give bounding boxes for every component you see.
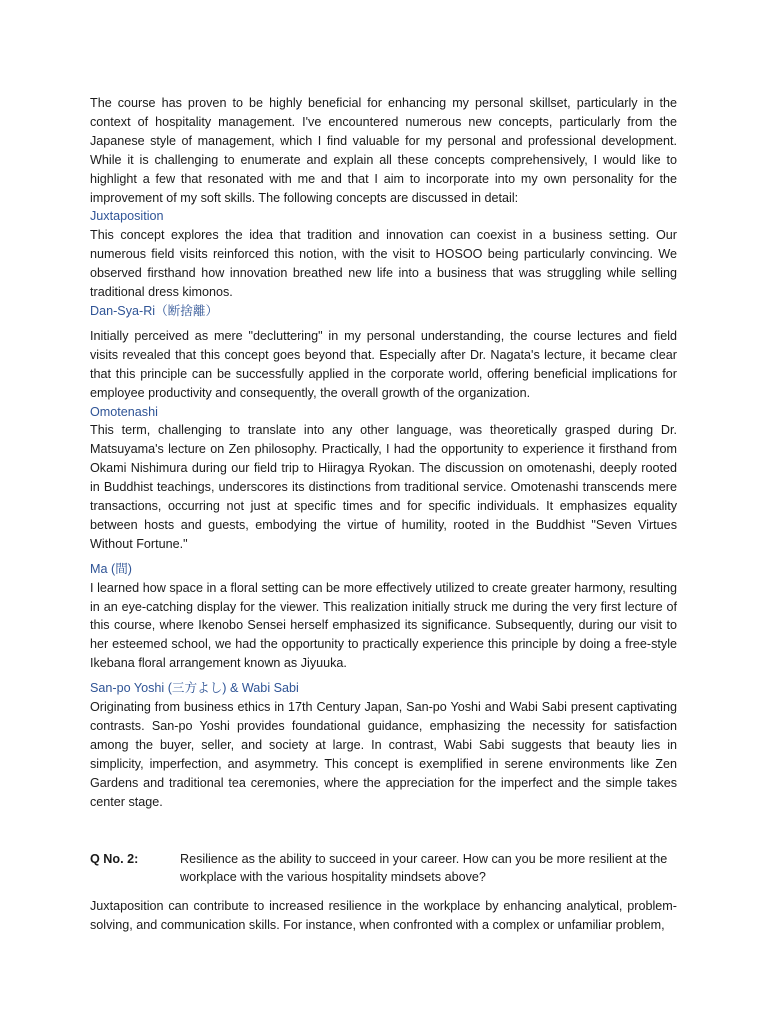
heading-san-po-yoshi: San-po Yoshi (三方よし) & Wabi Sabi xyxy=(90,681,299,696)
intro-paragraph: The course has proven to be highly beneficial for enhancing my personal skillset, particularly in the context of hospitality management. I've encountered numerous new concepts, particularly from the Japanese style of management, which I find valuable for my personal and professional development. While it is challenging to enumerate and explain all these concepts comprehensively, I would like to highlight a few that resonated with me and that I aim to incorporate into my own personality for the improvement of my soft skills. The following concepts are discussed in detail: xyxy=(90,96,677,205)
paragraph-dan-sya-ri: Initially perceived as mere "decluttering" in my personal understanding, the course lectures and field visits revealed that this concept goes beyond that. Especially after Dr. Nagata's lecture, it became clear that this principle can be successfully applied in the corporate world, offering beneficial implications for employee productivity and consequently, the overall growth of the organization. xyxy=(90,328,677,400)
question-text: Resilience as the ability to succeed in your career. How can you be more resilient at the workplace with the various hospitality mindsets above? xyxy=(180,851,668,885)
paragraph-ma: I learned how space in a floral setting can be more effectively utilized to create greater harmony, resulting in an eye-catching display for the viewer. This realization initially struck me during the very first lecture of this course, where Ikenobo Sensei herself emphasized its significance. Subsequently, during our visit to her esteemed school, we had the opportunity to practically experience this principle by doing a free-style Ikebana floral arrangement known as Jiyuuka. xyxy=(90,580,677,671)
answer-paragraph: Juxtaposition can contribute to increased resilience in the workplace by enhancing analytical, problem-solving, and communication skills. For instance, when confronted with a complex or unfamiliar problem, xyxy=(90,899,677,933)
question-label: Q No. 2: xyxy=(90,851,139,866)
heading-juxtaposition: Juxtaposition xyxy=(90,209,164,224)
spacer xyxy=(90,812,677,850)
document-page xyxy=(90,94,677,935)
paragraph-juxtaposition: This concept explores the idea that tradition and innovation can coexist in a business setting. Our numerous field visits reinforced this notion, with the visit to HOSOO being particularly convincing. We observed firsthand how innovation breathed new life into a business that was struggling while selling traditional dress kimonos. xyxy=(90,228,677,300)
paragraph-omotenashi: This term, challenging to translate into any other language, was theoretically grasped during Dr. Matsuyama's lecture on Zen philosophy. Practically, I had the opportunity to experience it firsthand from Okami Nishimura during our field trip to Hiiragya Ryokan. The discussion on omotenashi, deeply rooted in Buddhist teachings, underscores its distinctions from traditional service. Omotenashi transcends mere transactions, occurring not just at specific times and for specific individuals. It emphasizes equality between hosts and guests, embodying the virtue of humility, rooted in the Buddhist "Seven Virtues Without Fortune." xyxy=(90,423,677,551)
paragraph-san-po-yoshi: Originating from business ethics in 17th Century Japan, San-po Yoshi and Wabi Sabi present captivating contrasts. San-po Yoshi provides foundational guidance, emphasizing the necessity for satisfaction among the buyer, seller, and society at large. In contrast, Wabi Sabi suggests that beauty lies in simplicity, imperfection, and asymmetry. This concept is exemplified in serene environments like Zen Gardens and traditional tea ceremonies, where the appreciation for the imperfect and the simple takes center stage. xyxy=(90,700,677,809)
heading-ma: Ma (間) xyxy=(90,561,132,576)
question-block xyxy=(90,850,677,888)
heading-omotenashi: Omotenashi xyxy=(90,404,158,419)
spacer xyxy=(90,887,677,897)
heading-dan-sya-ri: Dan-Sya-Ri（断捨離） xyxy=(90,303,219,318)
